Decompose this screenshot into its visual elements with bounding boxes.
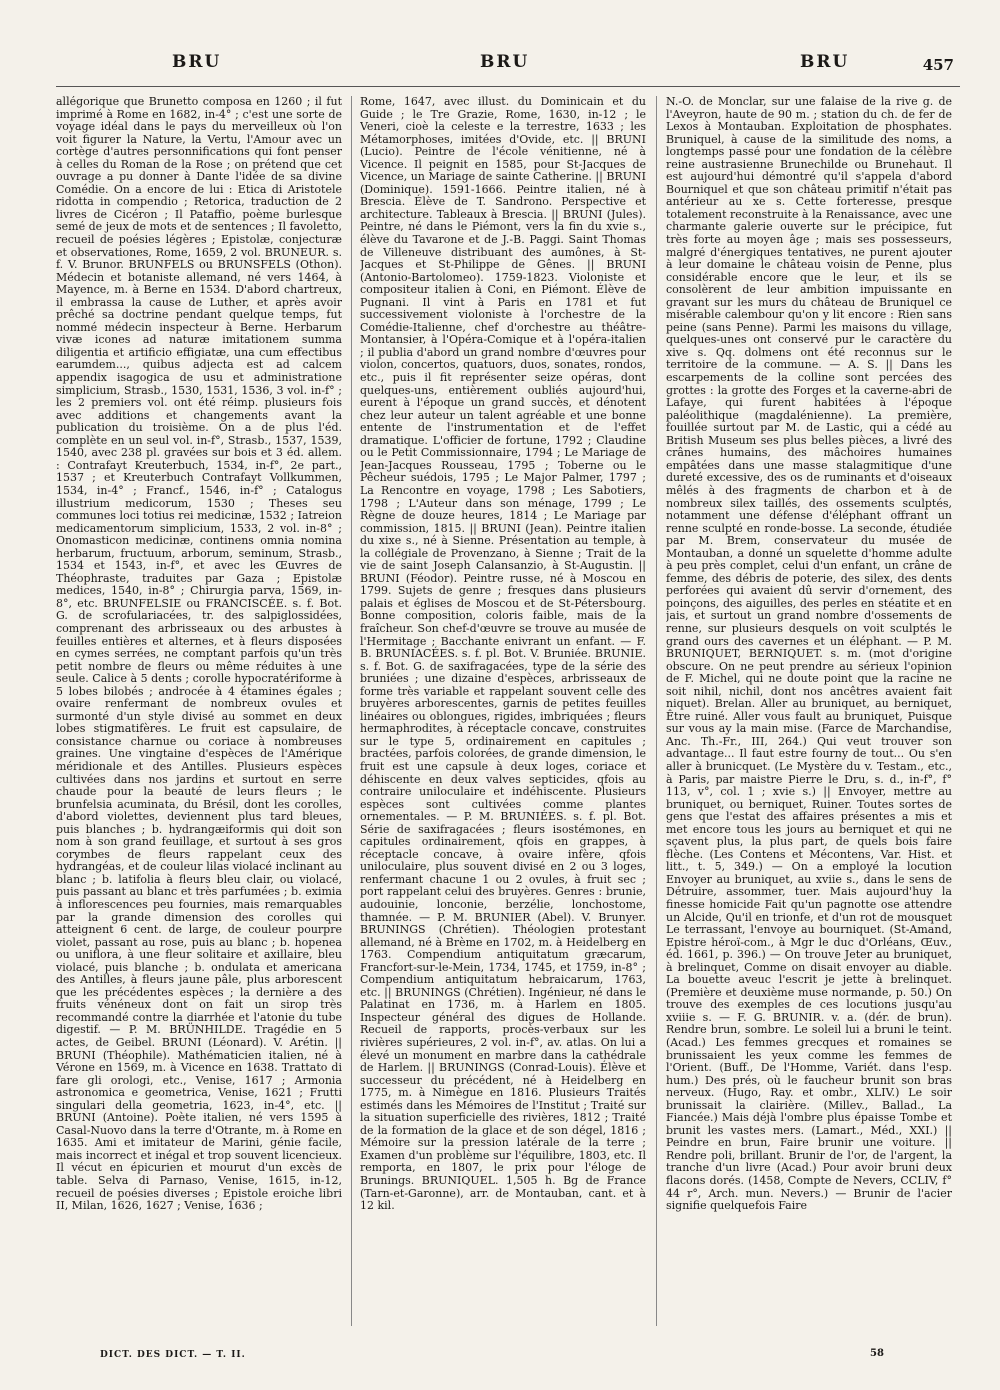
column-divider-2 xyxy=(656,96,657,1326)
running-head-center: BRU xyxy=(480,52,530,72)
column-2-text: Rome, 1647, avec illust. du Dominicain et du Guide ; le Tre Grazie, Rome, 1630, in-12 ; le Veneri, cioè la celeste e la terrestre, 1633 ; les Métamorphoses, imitées d'Ovide, etc. || BRUNI (Lucio). Peintre de l'école vénitienne, né à Vicence. Il peignit en 1585, pour St-Jacques de Vicence, un Mariage de sainte Catherine. || BRUNI (Dominique). 1591-1666. Peintre italien, né à Brescia. Élève de T. Sandrono. Perspective et architecture. Tableaux à Brescia. || BRUNI (Jules). Peintre, né dans le Piémont, vers la fin du xvie s., élève du Tavarone et de J.-B. Paggi. Saint Thomas de Villeneuve distribuant des aumônes, à St-Jacques et St-Philippe de Gênes. || BRUNI (Antonio-Bartolomeo). 1759-1823. Violoniste et compositeur italien à Coni, en Piémont. Élève de Pugnani. Il vint à Paris en 1781 et fut successivement violoniste à l'orchestre de la Comédie-Italienne, chef d'orchestre au théâtre-Montansier, à l'Opéra-Comique et à l'opéra-italien ; il publia d'abord un grand nombre d'œuvres pour violon, concertos, quatuors, duos, sonates, rondos, etc., puis il fit représenter seize opéras, dont quelques-uns, entièrement oubliés aujourd'hui, eurent à l'époque un grand succès, et dénotent chez leur auteur un talent agréable et une bonne entente de l'instrumentation et de l'effet dramatique. L'officier de fortune, 1792 ; Claudine ou le Petit Commissionnaire, 1794 ; Le Mariage de Jean-Jacques Rousseau, 1795 ; Toberne ou le Pêcheur suédois, 1795 ; Le Major Palmer, 1797 ; La Rencontre en voyage, 1798 ; Les Sabotiers, 1798 ; L'Auteur dans son ménage, 1799 ; Le Règne de douze heures, 1814 ; Le Mariage par commission, 1815. || BRUNI (Jean). Peintre italien du xixe s., né à Sienne. Présentation au temple, à la collégiale de Provenzano, à Sienne ; Trait de la vie de saint Joseph Calansanzio, à St-Augustin. || BRUNI (Féodor). Peintre russe, né à Moscou en 1799. Sujets de genre ; fresques dans plusieurs palais et églises de Moscou et de St-Pétersbourg. Bonne composition, coloris faible, mais de la fraîcheur. Son chef-d'œuvre se trouve au musée de l'Hermitage ; Bacchante enivrant un enfant. — F. B. BRUNIACÉES. s. f. pl. Bot. V. Bruniée. BRUNIE. s. f. Bot. G. de saxifragacées, type de la série des bruniées ; une dizaine d'espèces, arbrisseaux de forme très variable et rappelant souvent celle des bruyères arborescentes, garnis de petites feuilles linéaires ou oblongues, rigides, imbriquées ; fleurs hermaphrodites, à réceptacle concave, construites sur le type 5, ordinairement en capitules ; bractées, parfois colorées, de grande dimension, le fruit est une capsule à deux loges, coriace et déhiscente en deux valves septicides, qfois au contraire uniloculaire et indéhiscente. Plusieurs espèces sont cultivées comme plantes ornementales. — P. M. BRUNIÉES. s. f. pl. Bot. Série de saxifragacées ; fleurs isostémones, en capitules ordinairement, qfois en grappes, à réceptacle concave, à ovaire infère, qfois uniloculaire, plus souvent divisé en 2 ou 3 loges, renfermant chacune 1 ou 2 ovules, à fruit sec ; port rappelant celui des bruyères. Genres : brunie, audouinie, lonconie, berzélie, lonchostome, thamnée. — P. M. BRUNIER (Abel). V. Brunyer. BRUNINGS (Chrétien). Théologien protestant allemand, né à Brème en 1702, m. à Heidelberg en 1763. Compendium antiquitatum græcarum, Francfort-sur-le-Mein, 1734, 1745, et 1759, in-8° ; Compendium antiquitatum hebraicarum, 1763, etc. || BRUNINGS (Chrétien). Ingénieur, né dans le Palatinat en 1736, m. à Harlem en 1805. Inspecteur général des digues de Hollande. Recueil de rapports, procès-verbaux sur les rivières supérieures, 2 vol. in-f°, av. atlas. On lui a élevé un monument en marbre dans la cathédrale de Harlem. || BRUNINGS (Conrad-Louis). Élève et successeur du précédent, né à Heidelberg en 1775, m. à Nimègue en 1816. Plusieurs Traités estimés dans les Mémoires de l'Institut ; Traité sur la situation superficielle des rivières, 1812 ; Traité de la formation de la glace et de son dégel, 1816 ; Mémoire sur la pression latérale de la terre ; Examen d'un problème sur l'équilibre, 1803, etc. Il remporta, en 1807, le prix pour l'éloge de Brunings. BRUNIQUEL. 1,505 h. Bg de France (Tarn-et-Garonne), arr. de Montauban, cant. et à 12 kil. xyxy=(360,96,646,1213)
text-column-2 xyxy=(360,96,646,1336)
running-head-right: BRU xyxy=(800,52,850,72)
text-column-1 xyxy=(56,96,342,1336)
footer-signature-number: 58 xyxy=(870,1348,884,1359)
header-rule xyxy=(56,86,960,87)
column-1-text: allégorique que Brunetto composa en 1260 ; il fut imprimé à Rome en 1682, in-4° ; c'est une sorte de voyage idéal dans le pays du merveilleux où l'on voit figurer la Nature, la Vertu, l'Amour avec un cortège d'autres personnifications qui font penser à celles du Roman de la Rose ; on prétend que cet ouvrage a pu donner à Dante l'idée de sa divine Comédie. On a encore de lui : Etica di Aristotele ridotta in compendio ; Retorica, traduction de 2 livres de Cicéron ; Il Pataffio, poème burlesque semé de jeux de mots et de sentences ; Il favoletto, recueil de poésies légères ; Epistolæ, conjecturæ et observationes, Rome, 1659, 2 vol. BRUNEUR. s. f. V. Brunor. BRUNFELS ou BRUNSFELS (Othon). Médecin et botaniste allemand, né vers 1464, à Mayence, m. à Berne en 1534. D'abord chartreux, il embrassa la cause de Luther, et après avoir prêché sa doctrine pendant quelque temps, fut nommé médecin inspecteur à Berne. Herbarum vivæ icones ad naturæ imitationem summa diligentia et artificio effigiatæ, una cum effectibus earumdem..., quibus adjecta est ad calcem appendix isagogica de usu et administratione simplicium, Strasb., 1530, 1531, 1536, 3 vol. in-f° ; les 2 premiers vol. ont été réimp. plusieurs fois avec additions et changements avant la publication du troisième. On a de plus l'éd. complète en un seul vol. in-f°, Strasb., 1537, 1539, 1540, avec 238 pl. gravées sur bois et 3 éd. allem. : Contrafayt Kreuterbuch, 1534, in-f°, 2e part., 1537 ; et Kreuterbuch Contrafayt Vollkummen, 1534, in-4° ; Francf., 1546, in-f° ; Catalogus illustrium medicorum, 1530 ; Theses seu communes loci totius rei medicinæ, 1532 ; Iatreion medicamentorum simplicium, 1533, 2 vol. in-8° ; Onomasticon medicinæ, continens omnia nomina herbarum, fructuum, arborum, seminum, Strasb., 1534 et 1543, in-f°, et avec les Œuvres de Théophraste, traduites par Gaza ; Epistolæ medices, 1540, in-8° ; Chirurgia parva, 1569, in-8°, etc. BRUNFELSIE ou FRANCISCÉE. s. f. Bot. G. de scrofulariacées, tr. des salpiglossidées, comprenant des arbrisseaux ou des arbustes à feuilles entières et alternes, et à fleurs disposées en cymes serrées, ne comptant parfois qu'un très petit nombre de fleurs ou même réduites à une seule. Calice à 5 dents ; corolle hypocratériforme à 5 lobes bilobés ; androcée à 4 étamines égales ; ovaire renfermant de nombreux ovules et surmonté d'un style divisé au sommet en deux lobes stigmatifères. Le fruit est capsulaire, de consistance charnue ou coriace à nombreuses graines. Une vingtaine d'espèces de l'Amérique méridionale et des Antilles. Plusieurs espèces cultivées dans nos jardins et surtout en serre chaude pour la beauté de leurs fleurs ; le brunfelsia acuminata, du Brésil, dont les corolles, d'abord violettes, deviennent plus tard bleues, puis blanches ; b. hydrangæiformis qui doit son nom à son grand feuillage, et surtout à ses gros corymbes de fleurs rappelant ceux des hydrangéas, et de couleur lilas violacé inclinant au blanc ; b. latifolia à fleurs bleu clair, ou violacé, puis passant au blanc et très parfumées ; b. eximia à inflorescences peu fournies, mais remarquables par la grande dimension des corolles qui atteignent 6 cent. de large, de couleur pourpre violet, passant au rose, puis au blanc ; b. hopenea ou uniflora, à une fleur solitaire et axillaire, bleu violacé, puis blanche ; b. ondulata et americana des Antilles, à fleurs jaune pâle, plus arborescent que les précédentes espèces ; la dernière a des fruits vénéneux dont on fait un sirop très recommandé contre la diarrhée et l'atonie du tube digestif. — P. M. BRÜNHILDE. Tragédie en 5 actes, de Geibel. BRUNI (Léonard). V. Arétin. || BRUNI (Théophile). Mathématicien italien, né à Vérone en 1569, m. à Vicence en 1638. Trattato di fare gli orologi, etc., Venise, 1617 ; Armonia astronomica e geometrica, Venise, 1621 ; Frutti singulari della geometria, 1623, in-4°, etc. || BRUNI (Antoine). Poète italien, né vers 1595 à Casal-Nuovo dans la terre d'Otrante, m. à Rome en 1635. Ami et imitateur de Marini, génie facile, mais incorrect et inégal et trop souvent licencieux. Il vécut en épicurien et mourut d'un excès de table. Selva di Parnaso, Venise, 1615, in-12, recueil de poésies diverses ; Epistole eroiche libri II, Milan, 1626, 1627 ; Venise, 1636 ; xyxy=(56,96,342,1213)
page-number: 457 xyxy=(922,56,954,74)
text-column-3 xyxy=(666,96,952,1336)
column-3-text: N.-O. de Monclar, sur une falaise de la rive g. de l'Aveyron, haute de 90 m. ; station du ch. de fer de Lexos à Montauban. Exploitation de phosphates. Bruniquel, à cause de la similitude des noms, a longtemps passé pour une fondation de la célèbre reine austrasienne Brunechilde ou Brunehaut. Il est aujourd'hui démontré qu'il s'appela d'abord Bourniquel et que son château primitif n'était pas antérieur au xe s. Cette forteresse, presque totalement reconstruite à la Renaissance, avec une charmante galerie ouverte sur le précipice, fut très forte au moyen âge ; mais ses possesseurs, malgré d'énergiques tentatives, ne purent ajouter à leur domaine le château voisin de Penne, plus considérable encore que le leur, et ils se consolèrent de leur ambition impuissante en gravant sur les murs du château de Bruniquel ce misérable calembour qu'on y lit encore : Rien sans peine (sans Penne). Parmi les maisons du village, quelques-unes ont conservé pur le caractère du xive s. Qq. dolmens ont été reconnus sur le territoire de la commune. — A. S. || Dans les escarpements de la colline sont percées des grottes : la grotte des Forges et la caverne-abri de Lafaye, qui furent habitées à l'époque paléolithique (magdalénienne). La première, fouillée surtout par M. de Lastic, qui a cédé au British Museum ses plus belles pièces, a livré des crânes humains, des mâchoires humaines empâtées dans une masse stalagmitique d'une dureté excessive, des os de ruminants et d'oiseaux mêlés à des fragments de charbon et à de nombreux silex taillés, des ossements sculptés, notamment une défense d'éléphant offrant un renne sculpté en ronde-bosse. La seconde, étudiée par M. Brem, conservateur du musée de Montauban, a donné un squelette d'homme adulte à peu près complet, celui d'un enfant, un crâne de femme, des débris de poterie, des silex, des dents perforées qui avaient dû servir d'ornement, des poinçons, des aiguilles, des perles en stéatite et en jais, et surtout un grand nombre d'ossements de renne, sur plusieurs desquels on voit sculptés le grand ours des cavernes et un éléphant. — P. M. BRUNIQUET, BERNIQUET. s. m. (mot d'origine obscure. On ne peut prendre au sérieux l'opinion de F. Michel, qui ne doute point que la racine ne soit nihil, nichil, dont nos ancêtres avaient fait niquet). Brelan. Aller au bruniquet, au berniquet, Être ruiné. Aller vous fault au bruniquet, Puisque sur vous ay la main mise. (Farce de Marchandise, Anc. Th.-Fr., III, 264.) Qui veut trouver son advantage... Il faut estre fourny de tout... Ou s'en aller à brunicquet. (Le Mystère du v. Testam., etc., à Paris, par maistre Pierre le Dru, s. d., in-f°, f° 113, v°, col. 1 ; xvie s.) || Envoyer, mettre au bruniquet, ou berniquet, Ruiner. Toutes sortes de gens que l'estat des affaires présentes a mis et met encore tous les jours au berniquet et qui ne sçavent plus, la plus part, de quels bois faire flèche. (Les Contens et Mécontens, Var. Hist. et litt., t. 5, 349.) — On a employé la locution Envoyer au bruniquet, au xviie s., dans le sens de Détruire, assommer, tuer. Mais aujourd'huy la finesse homicide Fait qu'un pagnotte ose attendre un Alcide, Qu'il en trionfe, et d'un rot de mousquet Le terrassant, l'envoye au bourniquet. (St-Amand, Epistre héroï-com., à Mgr le duc d'Orléans, Œuv., éd. 1661, p. 396.) — On trouve Jeter au bruniquet, à brelinquet, Comme on disait envoyer au diable. La bouette aveuc l'escrit je jette à brelinquet. (Première et deuxième muse normande, p. 50.) On trouve des exemples de ces locutions jusqu'au xviiie s. — F. G. BRUNIR. v. a. (dér. de brun). Rendre brun, sombre. Le soleil lui a bruni le teint. (Acad.) Les femmes grecques et romaines se brunissaient les yeux comme les femmes de l'Orient. (Buff., De l'Homme, Variét. dans l'esp. hum.) Des prés, où le faucheur brunit son bras nerveux. (Hugo, Ray. et ombr., XLIV.) Le soir brunissait la clairière. (Millev., Ballad., La Fiancée.) Mais déjà l'ombre plus épaisse Tombe et brunit les vastes mers. (Lamart., Méd., XXI.) || Peindre en brun, Faire brunir une voiture. || Rendre poli, brillant. Brunir de l'or, de l'argent, la tranche d'un livre (Acad.) Pour avoir bruni deux flacons dorés. (1458, Compte de Nevers, CCLIV, f° 44 r°, Arch. mun. Nevers.) — Brunir de l'acier signifie quelquefois Faire xyxy=(666,96,952,1213)
running-head-left: BRU xyxy=(172,52,222,72)
footer-signature-left: DICT. DES DICT. — T. II. xyxy=(100,1350,246,1360)
column-divider-1 xyxy=(351,96,352,1326)
